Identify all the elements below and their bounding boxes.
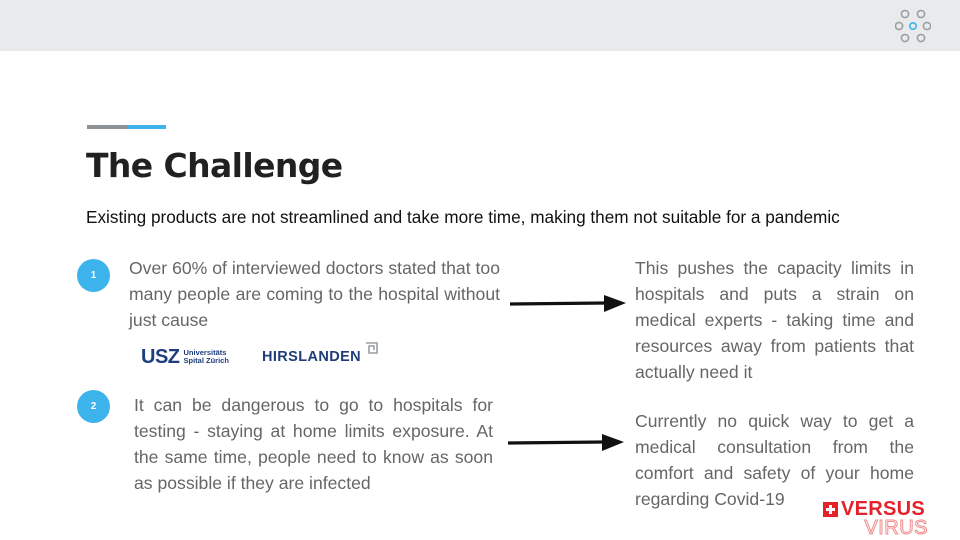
hirslanden-mark-icon: [365, 342, 378, 354]
usz-logo-text: Universitäts Spital Zürich: [183, 348, 229, 365]
usz-logo-mark: USZ: [141, 345, 180, 368]
problem-text-1: Over 60% of interviewed doctors stated that too many people are coming to the hospital without just cause: [129, 258, 500, 330]
right-arrow-icon: [508, 292, 628, 316]
hirslanden-logo: HIRSLANDEN: [262, 349, 362, 365]
consequence-text-1: This pushes the capacity limits in hospitals and puts a strain on medical experts - taking time and resources away from patients that actually need it: [635, 258, 914, 382]
swiss-flag-icon: [823, 502, 838, 517]
consequence-text-2: Currently no quick way to get a medical consultation from the comfort and safety of your home regarding Covid-19: [635, 411, 914, 509]
hexagon-dots-logo-icon: [895, 9, 931, 43]
number-badge-2: 2: [77, 390, 110, 423]
page-title: The Challenge: [86, 146, 343, 185]
number-badge-1: 1: [77, 259, 110, 292]
problem-text-2: It can be dangerous to go to hospitals for testing - staying at home limits exposure. At the same time, people need to know as soon as possible if they are infected: [134, 395, 493, 493]
page-subtitle: Existing products are not streamlined and take more time, making them not suitable for a pandemic: [86, 207, 840, 227]
versus-virus-logo: [823, 500, 928, 538]
usz-logo: [141, 345, 229, 369]
title-accent-blue: [127, 125, 166, 129]
versus-logo-text: VERSUS: [841, 498, 926, 520]
virus-logo-text: VIRUS: [864, 517, 928, 539]
title-accent-gray: [87, 125, 127, 129]
top-bar: [0, 0, 960, 51]
right-arrow-icon: [506, 431, 626, 455]
